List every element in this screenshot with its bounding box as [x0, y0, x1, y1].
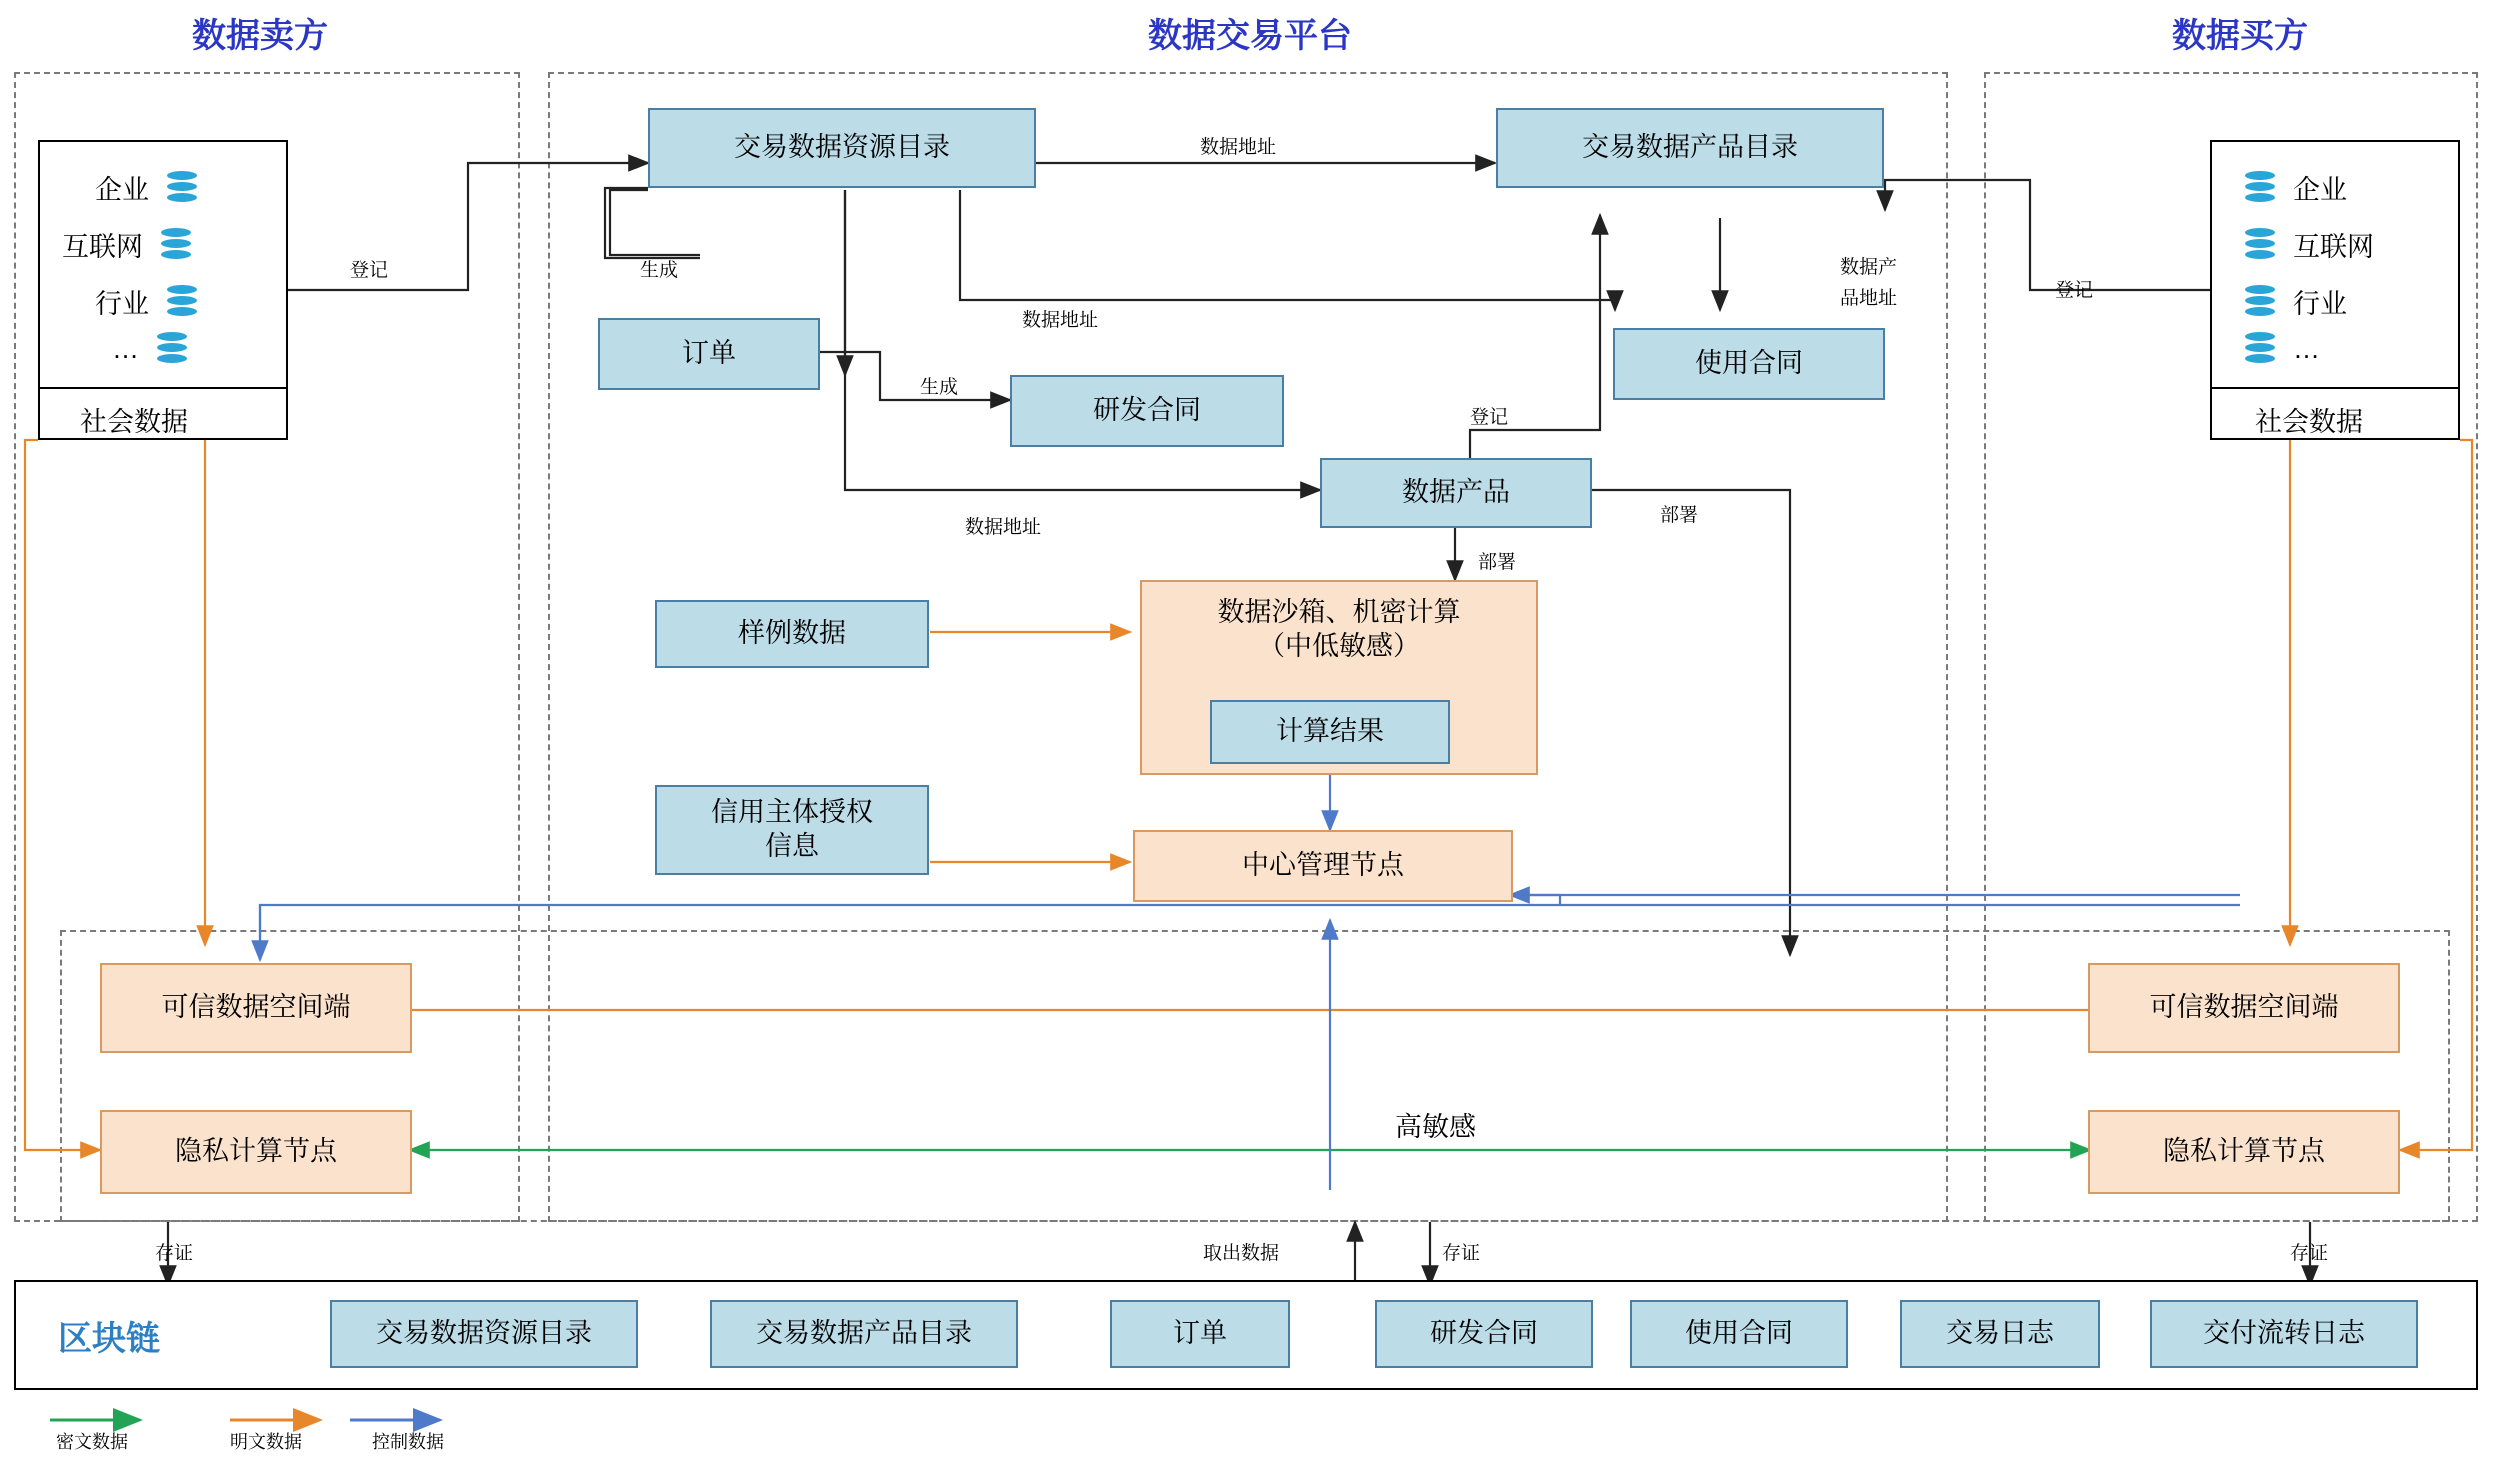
seller-item-3: [112, 332, 187, 366]
column-title-platform: 数据交易平台: [1148, 17, 1352, 55]
seller-item-1: [62, 225, 191, 264]
node-buyer-trusted-space[interactable]: 可信数据空间端: [2088, 963, 2400, 1053]
legend-label-1: 明文数据: [230, 1432, 302, 1452]
node-sandbox-line1: 数据沙箱、机密计算: [1217, 597, 1461, 627]
edge-label-deploy-2: 部署: [1660, 505, 1699, 526]
node-center-management[interactable]: 中心管理节点: [1133, 830, 1513, 902]
node-data-product[interactable]: 数据产品: [1320, 458, 1592, 528]
label-high-sensitive: 高敏感: [1395, 1112, 1476, 1142]
edge-label-generate-2: 生成: [920, 377, 959, 398]
edge-label-evidence-2: 存证: [1442, 1243, 1481, 1264]
blockchain-item-2[interactable]: 订单: [1110, 1300, 1290, 1368]
edge-label-data-address-top: 数据地址: [1200, 137, 1277, 158]
database-icon: [2245, 171, 2275, 205]
column-title-seller: 数据卖方: [192, 17, 328, 55]
edge-label-register-right: 登记: [2055, 280, 2094, 301]
blockchain-item-6[interactable]: 交付流转日志: [2150, 1300, 2418, 1368]
database-icon: [2245, 228, 2275, 262]
node-buyer-privacy-compute[interactable]: 隐私计算节点: [2088, 1110, 2400, 1194]
edge-label-data-address-mid: 数据地址: [1022, 310, 1099, 331]
node-credit-auth-line1: 信用主体授权: [711, 797, 873, 828]
edge-label-evidence-1: 存证: [155, 1243, 194, 1264]
node-compute-result[interactable]: 计算结果: [1210, 700, 1450, 764]
node-sandbox-line2: （中低敏感）: [1258, 630, 1420, 661]
node-sample-data[interactable]: 样例数据: [655, 600, 929, 668]
edge-label-data-address-bottom: 数据地址: [965, 517, 1042, 538]
legend-label-2: 控制数据: [372, 1432, 444, 1452]
blockchain-item-1[interactable]: 交易数据产品目录: [710, 1300, 1018, 1368]
node-seller-trusted-space[interactable]: 可信数据空间端: [100, 963, 412, 1053]
buyer-item-2: [2245, 282, 2347, 321]
node-use-contract[interactable]: 使用合同: [1613, 328, 1885, 400]
seller-item-0: [95, 168, 197, 207]
edge-label-generate-1: 生成: [640, 260, 679, 281]
node-product-catalog[interactable]: 交易数据产品目录: [1496, 108, 1884, 188]
buyer-caption: 社会数据: [2255, 407, 2363, 437]
legend-label-0: 密文数据: [56, 1432, 128, 1452]
database-icon: [157, 332, 187, 366]
database-icon: [167, 171, 197, 205]
database-icon: [161, 228, 191, 262]
node-resource-catalog[interactable]: 交易数据资源目录: [648, 108, 1036, 188]
seller-item-label: 互联网: [62, 232, 143, 262]
seller-item-label: …: [112, 333, 139, 364]
buyer-item-0: [2245, 168, 2347, 207]
edge-label-register-left: 登记: [350, 260, 389, 281]
buyer-item-label: 企业: [2293, 175, 2347, 205]
buyer-item-3: [2245, 332, 2320, 366]
node-order[interactable]: 订单: [598, 318, 820, 390]
seller-caption: 社会数据: [80, 407, 188, 437]
buyer-item-label: 互联网: [2293, 232, 2374, 262]
database-icon: [167, 285, 197, 319]
buyer-item-label: 行业: [2293, 289, 2347, 319]
edge-label-product-address-line1: 数据产: [1840, 257, 1898, 278]
database-icon: [2245, 332, 2275, 366]
seller-item-2: [95, 282, 197, 321]
node-credit-auth[interactable]: [655, 785, 929, 875]
blockchain-title: 区块链: [58, 1320, 160, 1358]
edge-label-register-product: 登记: [1470, 407, 1509, 428]
blockchain-item-0[interactable]: 交易数据资源目录: [330, 1300, 638, 1368]
database-icon: [2245, 285, 2275, 319]
buyer-item-label: …: [2293, 333, 2320, 364]
seller-item-label: 企业: [95, 175, 149, 205]
edge-label-fetch-data: 取出数据: [1203, 1243, 1280, 1264]
buyer-item-1: [2245, 225, 2374, 264]
edge-label-evidence-3: 存证: [2290, 1243, 2329, 1264]
blockchain-item-3[interactable]: 研发合同: [1375, 1300, 1593, 1368]
column-title-buyer: 数据买方: [2172, 17, 2308, 55]
blockchain-item-5[interactable]: 交易日志: [1900, 1300, 2100, 1368]
node-rd-contract[interactable]: 研发合同: [1010, 375, 1284, 447]
edge-label-deploy-1: 部署: [1478, 552, 1517, 573]
blockchain-item-4[interactable]: 使用合同: [1630, 1300, 1848, 1368]
node-seller-privacy-compute[interactable]: 隐私计算节点: [100, 1110, 412, 1194]
node-credit-auth-line2: 信息: [765, 831, 819, 861]
seller-item-label: 行业: [95, 289, 149, 319]
edge-label-product-address-line2: 品地址: [1840, 288, 1898, 309]
